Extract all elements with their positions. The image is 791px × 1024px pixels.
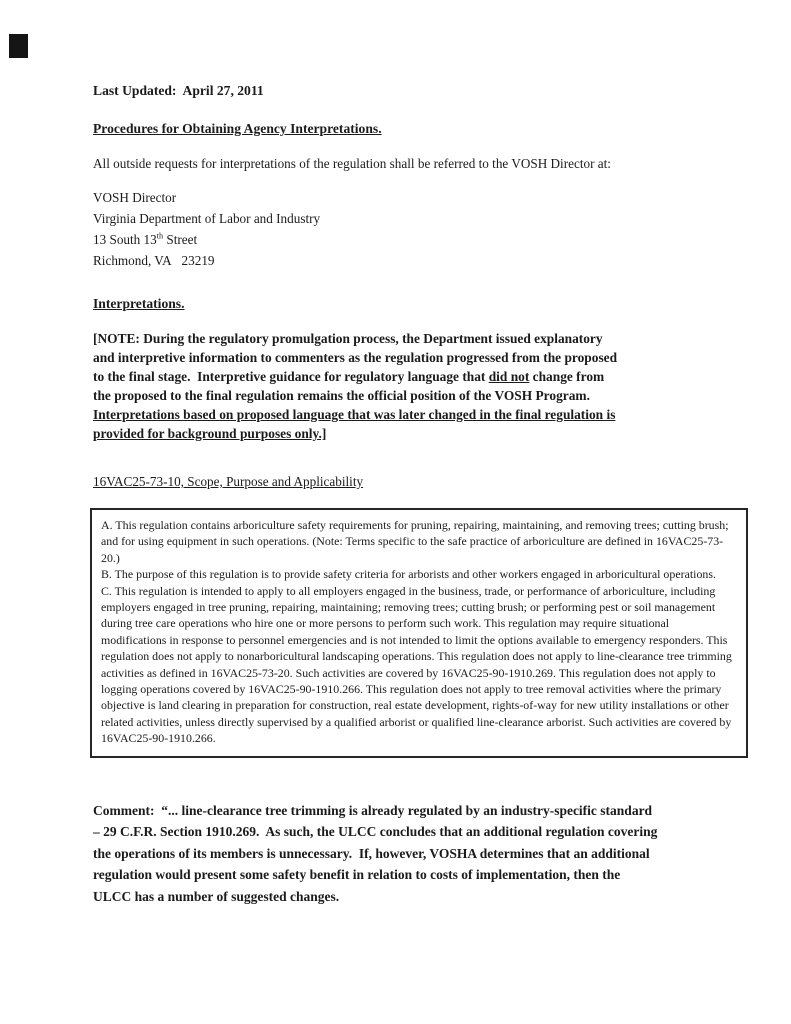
address-line-city: Richmond, VA 23219 bbox=[93, 253, 215, 268]
scope-paragraph-b: B. The purpose of this regulation is to provide safety criteria for arborists and other workers engaged in arboricultural operations. bbox=[101, 567, 716, 582]
address-line-name: VOSH Director bbox=[93, 190, 177, 205]
address-block bbox=[93, 187, 705, 271]
scope-paragraph-c: C. This regulation is intended to apply to all employers engaged in the business, trade, or performance of arboriculture, including employers engaged in tree pruning, repairing, maintaining; removing trees; cutting brush; or performing pest or soil management during tree care operations who hire one or more persons to perform such work. This regulation may require situational modifications in response to personnel emergencies and is not intended to limit the options available to emergency responders. This regulation does not apply to nonarboricultural landscaping operations. This regulation does not apply to line-clearance tree trimming activities as defined in 16VAC25-73-20. Such activities are covered by 16VAC25-90-1910.269. This regulation does not apply to logging operations covered by 16VAC25-90-1910.266. This regulation does not apply to tree removal activities where the primary objective is land clearing in preparation for construction, real estate development, rights-of-way for new utility installations or other related activities, unless directly supervised by a qualified arborist or qualified line-clearance arborist. Such activities are covered by 16VAC25-90-1910.266. bbox=[101, 583, 732, 746]
address-line-street: 13 South 13th Street bbox=[93, 231, 198, 247]
last-updated-line: Last Updated: April 27, 2011 bbox=[93, 83, 264, 98]
address-line-department: Virginia Department of Labor and Industry bbox=[93, 211, 321, 226]
scope-paragraph-a: A. This regulation contains arboriculture safety requirements for pruning, repairing, maintaining, and removing trees; cutting brush; and for using equipment in such operations. (Note: Terms specific to the safe practice of arboriculture are defined in 16VAC25-73-20.) bbox=[101, 518, 729, 565]
comment-paragraph: Comment: “... line-clearance tree trimming is already regulated by an industry-specific standard – 29 C.F.R. Section 1910.269. As such, the ULCC concludes that an additional regulation covering the operations of its members is unnecessary. If, however, VOSHA determines that an additional regulation would present some safety benefit in relation to costs of implementation, then the ULCC has a number of suggested changes. bbox=[93, 802, 658, 904]
scope-box bbox=[90, 508, 748, 758]
intro-paragraph: All outside requests for interpretations of the regulation shall be referred to the VOSH Director at: bbox=[93, 156, 611, 171]
scan-artifact-mark bbox=[9, 34, 28, 58]
procedures-heading: Procedures for Obtaining Agency Interpretations. bbox=[93, 121, 382, 136]
note-paragraph: [NOTE: During the regulatory promulgation process, the Department issued explanatory and interpretive information to commenters as the regulation progressed from the proposed to the final stage. Interpretive guidance for regulatory language that did not change from the proposed to the final regulation remains the official position of the VOSH Program. Interpretations based on proposed language that was later changed in the final regulation is provided for background purposes only.] bbox=[93, 331, 618, 441]
interpretations-heading: Interpretations. bbox=[93, 296, 185, 311]
section-heading: 16VAC25-73-10, Scope, Purpose and Applicability bbox=[93, 474, 364, 489]
